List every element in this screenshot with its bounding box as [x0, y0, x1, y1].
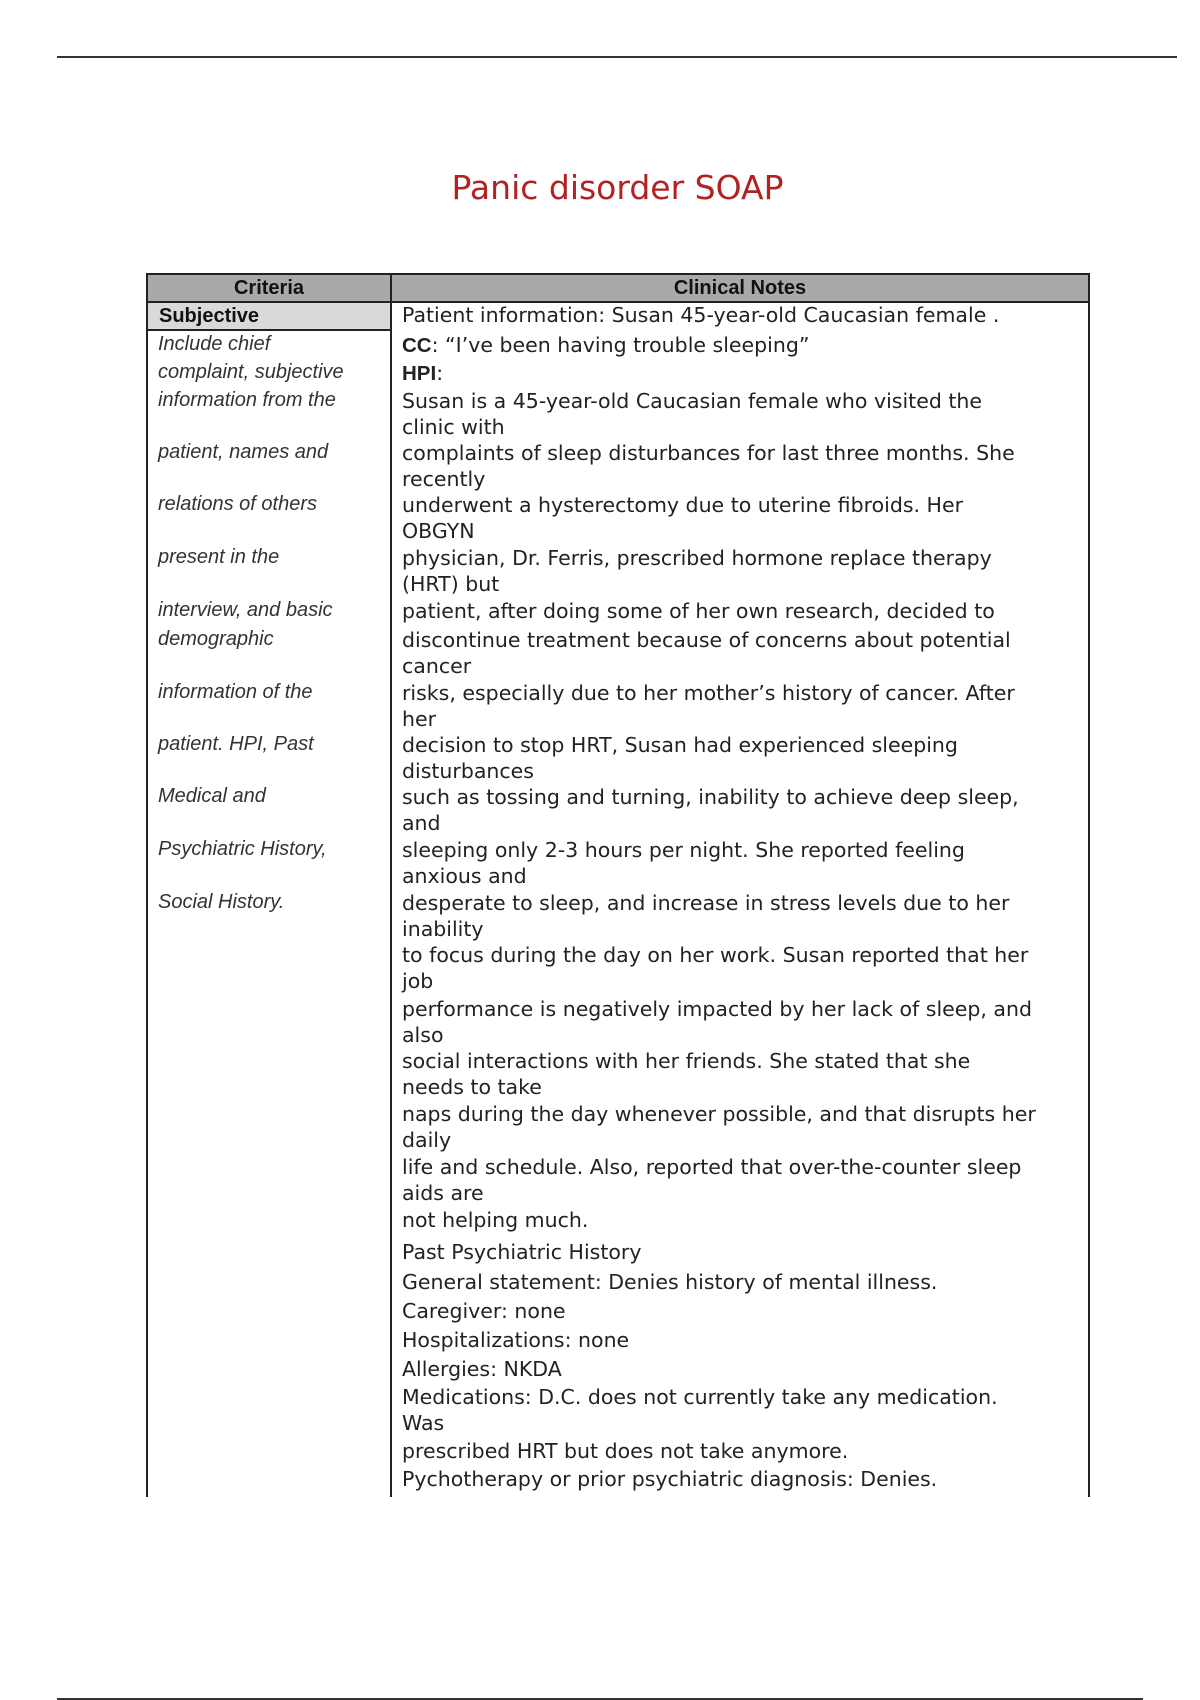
hpi-line: job	[402, 969, 434, 993]
hpi-label: HPI	[402, 362, 437, 385]
hpi-line: naps during the day whenever possible, and that disrupts her	[402, 1102, 1036, 1126]
hpi-line: life and schedule. Also, reported that over-the-counter sleep	[402, 1155, 1022, 1179]
hpi-line: risks, especially due to her mother’s history of cancer. After	[402, 681, 1015, 705]
column-header-criteria: Criteria	[148, 275, 390, 303]
chief-complaint	[402, 333, 809, 358]
hpi-line: cancer	[402, 654, 472, 678]
criteria-line: Psychiatric History,	[158, 838, 327, 860]
patient-information: Patient information: Susan 45-year-old Caucasian female .	[402, 303, 1000, 327]
hpi-line: physician, Dr. Ferris, prescribed hormone replace therapy	[402, 546, 992, 570]
hpi-line: such as tossing and turning, inability to achieve deep sleep,	[402, 785, 1019, 809]
hpi-line: her	[402, 707, 437, 731]
criteria-line: present in the	[158, 546, 280, 568]
criteria-line: information from the	[158, 389, 336, 411]
criteria-line: complaint, subjective	[158, 361, 344, 383]
hpi-line: not helping much.	[402, 1208, 589, 1232]
section-label-subjective: Subjective	[148, 303, 390, 331]
criteria-line: patient, names and	[158, 441, 329, 463]
criteria-line: Medical and	[158, 785, 266, 807]
psych-line: Caregiver: none	[402, 1299, 566, 1323]
psych-line: Pychotherapy or prior psychiatric diagnosis: Denies.	[402, 1467, 938, 1491]
past-psychiatric-history-heading: Past Psychiatric History	[402, 1240, 642, 1264]
hpi-line: also	[402, 1023, 444, 1047]
psych-line: prescribed HRT but does not take anymore.	[402, 1439, 849, 1463]
criteria-line: relations of others	[158, 493, 317, 515]
hpi-line: OBGYN	[402, 519, 475, 543]
hpi-line: needs to take	[402, 1075, 542, 1099]
hpi-line: decision to stop HRT, Susan had experienced sleeping	[402, 733, 958, 757]
criteria-line: interview, and basic	[158, 599, 333, 621]
hpi-line: patient, after doing some of her own research, decided to	[402, 599, 995, 623]
hpi-line: desperate to sleep, and increase in stress levels due to her	[402, 891, 1010, 915]
hpi-line: discontinue treatment because of concerns about potential	[402, 628, 1011, 652]
hpi-line: recently	[402, 467, 486, 491]
hpi-line: sleeping only 2-3 hours per night. She reported feeling	[402, 838, 965, 862]
hpi-line: inability	[402, 917, 484, 941]
column-divider	[390, 275, 392, 1497]
hpi-line: underwent a hysterectomy due to uterine fibroids. Her	[402, 493, 963, 517]
column-header-clinical-notes: Clinical Notes	[392, 275, 1088, 303]
hpi-line: Susan is a 45-year-old Caucasian female who visited the	[402, 389, 982, 413]
criteria-line: demographic	[158, 628, 274, 650]
criteria-line: Include chief	[158, 333, 271, 355]
criteria-line: patient. HPI, Past	[158, 733, 314, 755]
cc-text: : “I’ve been having trouble sleeping”	[431, 333, 810, 357]
hpi-heading	[402, 361, 443, 386]
hpi-line: daily	[402, 1128, 452, 1152]
psych-line: Hospitalizations: none	[402, 1328, 630, 1352]
criteria-line: Social History.	[158, 891, 285, 913]
criteria-line: information of the	[158, 681, 313, 703]
hpi-colon: :	[436, 361, 444, 385]
hpi-line: social interactions with her friends. She stated that she	[402, 1049, 971, 1073]
hpi-line: to focus during the day on her work. Susan reported that her	[402, 943, 1029, 967]
cc-label: CC	[402, 334, 432, 357]
header-rule	[57, 56, 1177, 58]
hpi-line: performance is negatively impacted by her lack of sleep, and	[402, 997, 1033, 1021]
hpi-line: disturbances	[402, 759, 534, 783]
psych-line: General statement: Denies history of mental illness.	[402, 1270, 938, 1294]
hpi-line: and	[402, 811, 441, 835]
psych-line: Allergies: NKDA	[402, 1357, 562, 1381]
page-title: Panic disorder SOAP	[451, 168, 784, 207]
hpi-line: complaints of sleep disturbances for last three months. She	[402, 441, 1015, 465]
psych-line: Medications: D.C. does not currently take any medication.	[402, 1385, 998, 1409]
hpi-line: (HRT) but	[402, 572, 500, 596]
hpi-line: clinic with	[402, 415, 505, 439]
hpi-line: anxious and	[402, 864, 527, 888]
psych-line: Was	[402, 1411, 445, 1435]
hpi-line: aids are	[402, 1181, 484, 1205]
